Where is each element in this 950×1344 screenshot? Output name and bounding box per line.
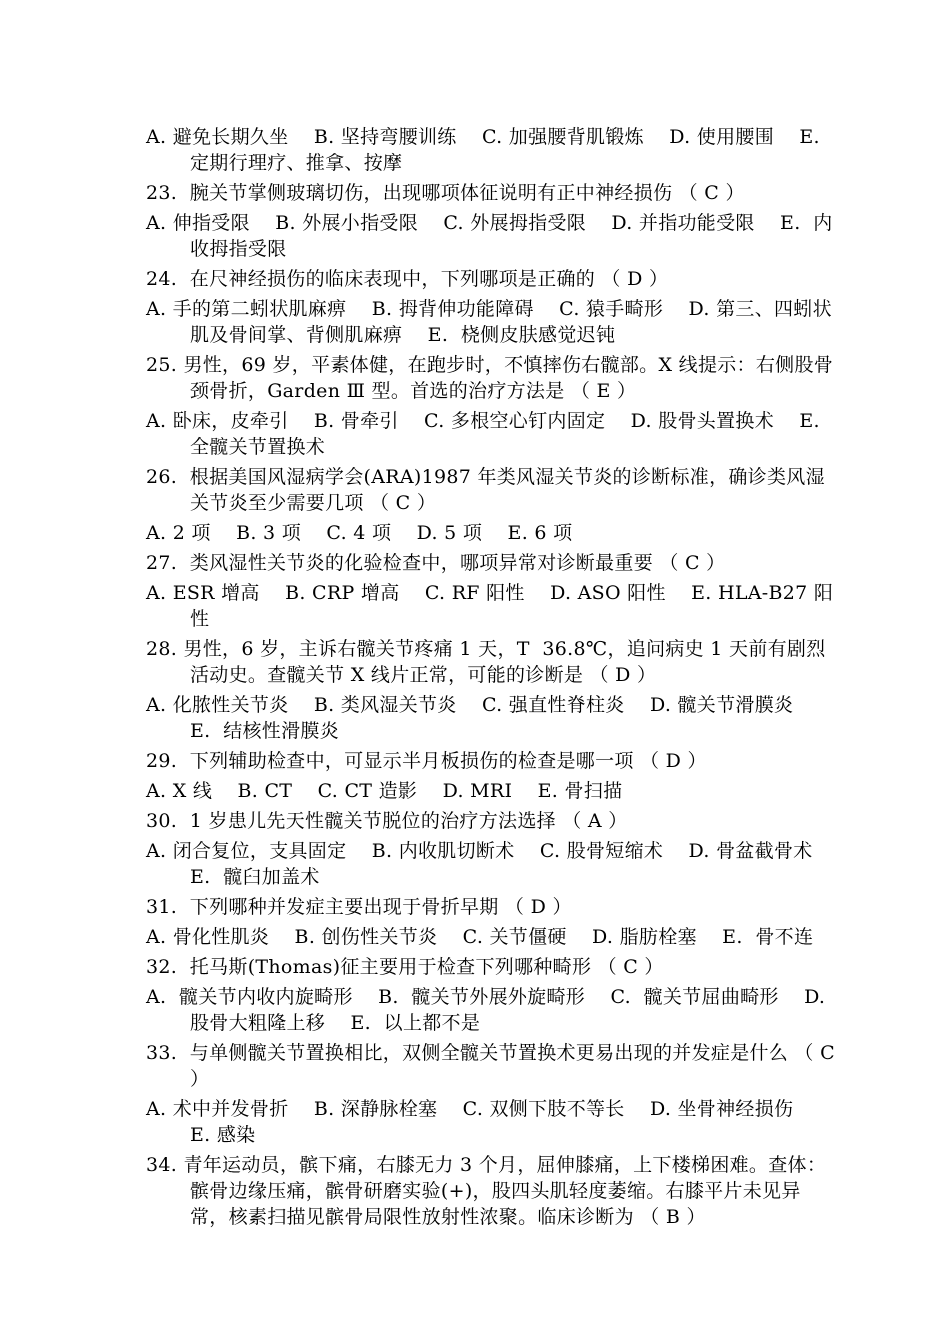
question-25: 25. 男性，69 岁，平素体健，在跑步时，不慎摔伤右髋部。X 线提示：右侧股骨颈骨折，Garden Ⅲ 型。首选的治疗方法是 （ E ） <box>146 354 834 402</box>
question-33: 33. 与单侧髋关节置换相比，双侧全髋关节置换术更易出现的并发症是什么 （ C ） <box>146 1042 842 1090</box>
options-32: A. 髋关节内收内旋畸形 B. 髋关节外展外旋畸形 C. 髋关节屈曲畸形 D. 股骨大粗隆上移 E. 以上都不是 <box>146 986 838 1034</box>
options-30: A. 闭合复位，支具固定 B. 内收肌切断术 C. 股骨短缩术 D. 骨盆截骨术 E. 髋臼加盖术 <box>146 840 838 888</box>
options-26: A. 2 项 B. 3 项 C. 4 项 D. 5 项 E. 6 项 <box>146 522 573 544</box>
options-28: A. 化脓性关节炎 B. 类风湿关节炎 C. 强直性脊柱炎 D. 髋关节滑膜炎 E. 结核性滑膜炎 <box>146 694 819 742</box>
options-25: A. 卧床，皮牵引 B. 骨牵引 C. 多根空心钉内固定 D. 股骨头置换术 E. 全髋关节置换术 <box>146 410 833 458</box>
options-29: A. X 线 B. CT C. CT 造影 D. MRI E. 骨扫描 <box>146 780 623 802</box>
question-26: 26. 根据美国风湿病学会(ARA)1987 年类风湿关节炎的诊断标准，确诊类风湿关节炎至少需要几项 （ C ） <box>146 466 825 514</box>
question-list <box>146 124 842 1234</box>
question-32: 32. 托马斯(Thomas)征主要用于检查下列哪种畸形 （ C ） <box>146 956 664 978</box>
question-30: 30. 1 岁患儿先天性髋关节脱位的治疗方法选择 （ A ） <box>146 810 628 832</box>
options-24: A. 手的第二蚓状肌麻痹 B. 拇背伸功能障碍 C. 猿手畸形 D. 第三、四蚓状肌及骨间掌、背侧肌麻痹 E. 桡侧皮肤感觉迟钝 <box>146 298 832 346</box>
options-31: A. 骨化性肌炎 B. 创伤性关节炎 C. 关节僵硬 D. 脂肪栓塞 E. 骨不连 <box>146 926 814 948</box>
question-34: 34. 青年运动员，髌下痛，右膝无力 3 个月，屈伸膝痛，上下楼梯困难。查体：髌骨边缘压痛，髌骨研磨实验(+)，股四头肌轻度萎缩。右膝平片未见异常，核素扫描见髌骨局限性放射性浓聚。临床诊断为 （ B ） <box>146 1154 827 1228</box>
question-24: 24. 在尺神经损伤的临床表现中，下列哪项是正确的 （ D ） <box>146 268 669 290</box>
question-28: 28. 男性，6 岁，主诉右髋关节疼痛 1 天，T 36.8℃，追问病史 1 天前有剧烈活动史。查髋关节 X 线片正常，可能的诊断是 （ D ） <box>146 638 826 686</box>
question-29: 29. 下列辅助检查中，可显示半月板损伤的检查是哪一项 （ D ） <box>146 750 707 772</box>
options-23: A. 伸指受限 B. 外展小指受限 C. 外展拇指受限 D. 并指功能受限 E. 内收拇指受限 <box>146 212 833 260</box>
question-31: 31. 下列哪种并发症主要出现于骨折早期 （ D ） <box>146 896 572 918</box>
question-23: 23. 腕关节掌侧玻璃切伤，出现哪项体征说明有正中神经损伤 （ C ） <box>146 182 745 204</box>
options-27: A. ESR 增高 B. CRP 增高 C. RF 阳性 D. ASO 阳性 E. HLA-B27 阳性 <box>146 582 834 630</box>
question-27: 27. 类风湿性关节炎的化验检查中，哪项异常对诊断最重要 （ C ） <box>146 552 726 574</box>
options-33: A. 术中并发骨折 B. 深静脉栓塞 C. 双侧下肢不等长 D. 坐骨神经损伤 E. 感染 <box>146 1098 819 1146</box>
options-line: A. 避免长期久坐 B. 坚持弯腰训练 C. 加强腰背肌锻炼 D. 使用腰围 E. 定期行理疗、推拿、按摩 <box>146 126 827 174</box>
